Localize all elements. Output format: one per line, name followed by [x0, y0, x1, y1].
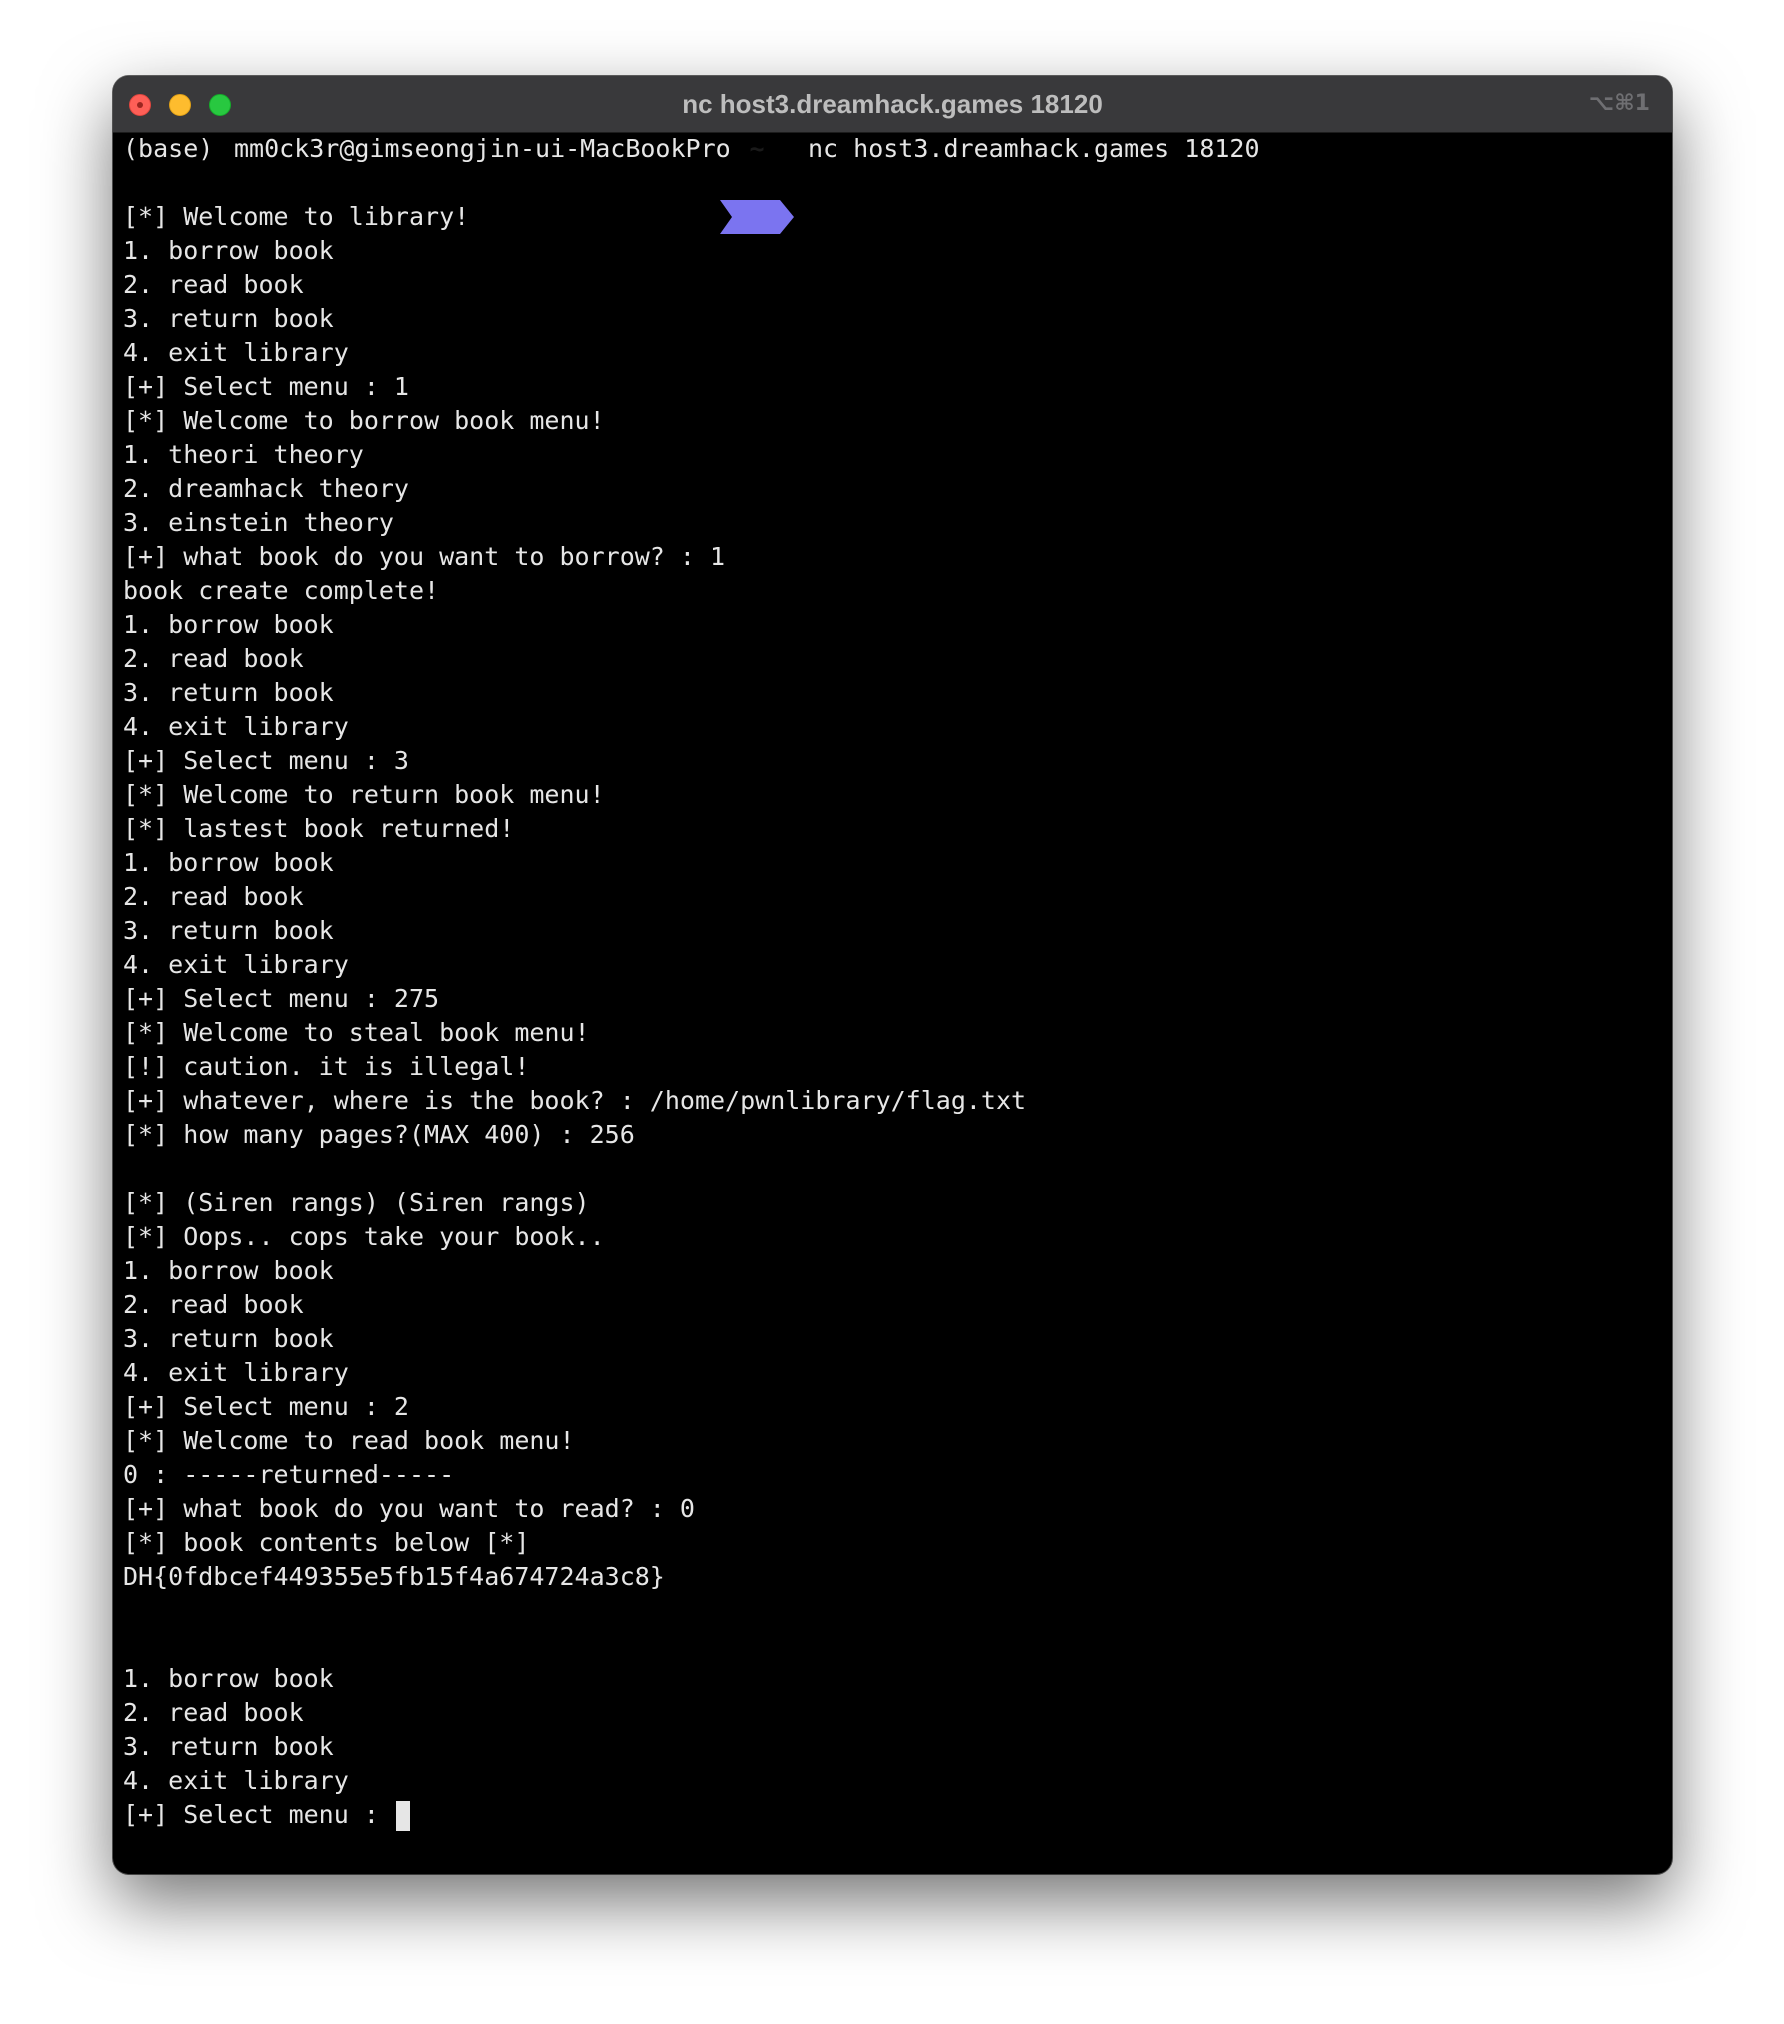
output-line: 3. return book: [123, 304, 334, 333]
output-line: 4. exit library: [123, 1766, 349, 1795]
output-line: 3. return book: [123, 916, 334, 945]
output-line: 2. read book: [123, 1290, 304, 1319]
prompt-cwd: ~: [749, 134, 765, 163]
output-line: 1. borrow book: [123, 1664, 334, 1693]
output-line: [123, 1594, 1662, 1628]
output-line: 2. read book: [123, 270, 304, 299]
output-line: 3. einstein theory: [123, 508, 394, 537]
output-line: [*] lastest book returned!: [123, 814, 515, 843]
output-line: 4. exit library: [123, 1358, 349, 1387]
output-line: 1. borrow book: [123, 610, 334, 639]
shell-prompt-line: [123, 132, 1662, 166]
output-line: 4. exit library: [123, 338, 349, 367]
output-line: [*] Oops.. cops take your book..: [123, 1222, 605, 1251]
output-line: [+] what book do you want to read? : 0: [123, 1494, 695, 1523]
input-prompt: [+] Select menu :: [123, 1800, 394, 1829]
terminal-output: [123, 200, 1662, 1832]
output-line: 2. read book: [123, 882, 304, 911]
terminal-window: [113, 76, 1672, 1874]
output-line: 4. exit library: [123, 950, 349, 979]
output-line: 3. return book: [123, 1324, 334, 1353]
output-line: DH{0fdbcef449355e5fb15f4a674724a3c8}: [123, 1562, 665, 1591]
output-line: [123, 1152, 1662, 1186]
output-line: [*] how many pages?(MAX 400) : 256: [123, 1120, 635, 1149]
output-line: 2. dreamhack theory: [123, 474, 409, 503]
output-line: [+] Select menu : 2: [123, 1392, 409, 1421]
text-cursor: [396, 1801, 410, 1831]
output-line: 3. return book: [123, 1732, 334, 1761]
output-line: 1. borrow book: [123, 236, 334, 265]
output-line: 0 : -----returned-----: [123, 1460, 455, 1489]
output-line: book create complete!: [123, 576, 440, 605]
output-line: [*] Welcome to steal book menu!: [123, 1018, 590, 1047]
output-line: 2. read book: [123, 644, 304, 673]
output-line: [!] caution. it is illegal!: [123, 1052, 530, 1081]
output-line: [+] Select menu : 3: [123, 746, 409, 775]
output-line: [+] Select menu : 275: [123, 984, 440, 1013]
prompt-cwd-segment: [720, 132, 794, 166]
output-line: [+] Select menu : 1: [123, 372, 409, 401]
terminal-content[interactable]: [123, 132, 1662, 1874]
output-line: 2. read book: [123, 1698, 304, 1727]
output-line: [+] whatever, where is the book? : /home/pwnlibrary/flag.txt: [123, 1086, 1027, 1115]
output-line: 1. borrow book: [123, 1256, 334, 1285]
output-line: 4. exit library: [123, 712, 349, 741]
prompt-env: (base): [123, 134, 214, 163]
output-line: 3. return book: [123, 678, 334, 707]
output-line: [123, 1628, 1662, 1662]
output-line: [*] book contents below [*]: [123, 1528, 530, 1557]
title-bar[interactable]: [113, 76, 1672, 133]
output-line: 1. borrow book: [123, 848, 334, 877]
output-line: [*] Welcome to borrow book menu!: [123, 406, 605, 435]
input-line[interactable]: [123, 1798, 1662, 1832]
window-title: nc host3.dreamhack.games 18120: [682, 89, 1103, 119]
output-line: [*] Welcome to read book menu!: [123, 1426, 575, 1455]
output-line: [*] Welcome to library!: [123, 202, 470, 231]
window-shortcut-hint: ⌥⌘1: [1588, 91, 1650, 116]
output-line: [*] Welcome to return book menu!: [123, 780, 605, 809]
prompt-user-host: mm0ck3r@gimseongjin-ui-MacBookPro: [234, 134, 731, 163]
prompt-command: nc host3.dreamhack.games 18120: [808, 134, 1260, 163]
output-line: 1. theori theory: [123, 440, 364, 469]
output-line: [*] (Siren rangs) (Siren rangs): [123, 1188, 590, 1217]
output-line: [+] what book do you want to borrow? : 1: [123, 542, 726, 571]
